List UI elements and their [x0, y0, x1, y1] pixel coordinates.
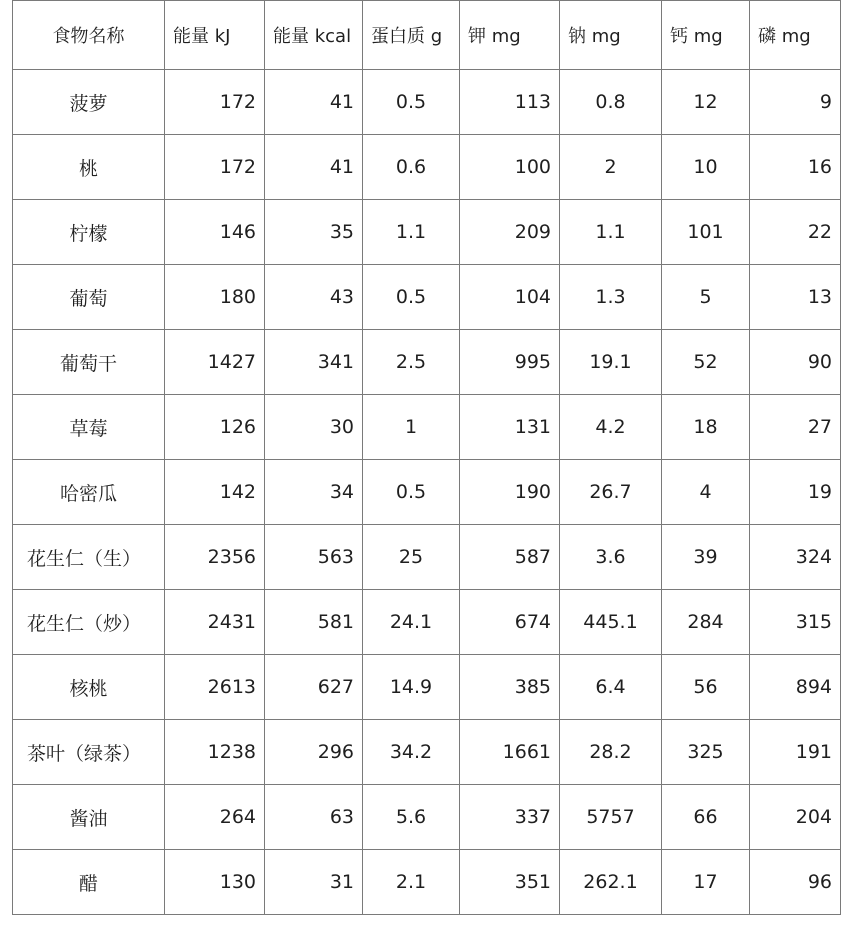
cell-sodium: 4.2	[560, 395, 662, 460]
cell-potassium: 190	[460, 460, 560, 525]
cell-protein: 24.1	[363, 590, 460, 655]
cell-food-name: 茶叶（绿茶）	[13, 720, 165, 785]
cell-protein: 14.9	[363, 655, 460, 720]
cell-sodium: 5757	[560, 785, 662, 850]
cell-phosphorus: 96	[750, 850, 841, 915]
cell-sodium: 3.6	[560, 525, 662, 590]
cell-food-name: 花生仁（炒）	[13, 590, 165, 655]
cell-potassium: 995	[460, 330, 560, 395]
cell-protein: 0.6	[363, 135, 460, 200]
nutrition-table	[12, 0, 841, 915]
cell-phosphorus: 324	[750, 525, 841, 590]
cell-energy-kcal: 31	[265, 850, 363, 915]
cell-protein: 1	[363, 395, 460, 460]
cell-food-name: 核桃	[13, 655, 165, 720]
cell-potassium: 131	[460, 395, 560, 460]
cell-food-name: 桃	[13, 135, 165, 200]
cell-protein: 0.5	[363, 265, 460, 330]
cell-energy-kcal: 41	[265, 135, 363, 200]
cell-food-name: 哈密瓜	[13, 460, 165, 525]
cell-energy-kcal: 581	[265, 590, 363, 655]
cell-food-name: 柠檬	[13, 200, 165, 265]
cell-sodium: 445.1	[560, 590, 662, 655]
cell-phosphorus: 19	[750, 460, 841, 525]
cell-calcium: 18	[662, 395, 750, 460]
table-row	[13, 590, 841, 655]
cell-energy-kcal: 63	[265, 785, 363, 850]
table-row	[13, 70, 841, 135]
cell-calcium: 66	[662, 785, 750, 850]
table-body	[13, 70, 841, 915]
cell-potassium: 385	[460, 655, 560, 720]
cell-energy-kj: 1238	[165, 720, 265, 785]
cell-protein: 34.2	[363, 720, 460, 785]
cell-phosphorus: 894	[750, 655, 841, 720]
cell-energy-kj: 126	[165, 395, 265, 460]
cell-energy-kj: 172	[165, 135, 265, 200]
cell-calcium: 325	[662, 720, 750, 785]
table-row	[13, 265, 841, 330]
cell-energy-kj: 2613	[165, 655, 265, 720]
cell-energy-kcal: 341	[265, 330, 363, 395]
cell-food-name: 菠萝	[13, 70, 165, 135]
cell-sodium: 1.3	[560, 265, 662, 330]
cell-calcium: 12	[662, 70, 750, 135]
cell-potassium: 674	[460, 590, 560, 655]
cell-potassium: 337	[460, 785, 560, 850]
cell-calcium: 101	[662, 200, 750, 265]
cell-protein: 2.1	[363, 850, 460, 915]
cell-calcium: 4	[662, 460, 750, 525]
cell-calcium: 39	[662, 525, 750, 590]
cell-protein: 5.6	[363, 785, 460, 850]
cell-protein: 0.5	[363, 460, 460, 525]
cell-calcium: 56	[662, 655, 750, 720]
cell-phosphorus: 22	[750, 200, 841, 265]
table-row	[13, 525, 841, 590]
cell-calcium: 52	[662, 330, 750, 395]
cell-phosphorus: 191	[750, 720, 841, 785]
cell-sodium: 26.7	[560, 460, 662, 525]
cell-protein: 2.5	[363, 330, 460, 395]
cell-energy-kj: 264	[165, 785, 265, 850]
column-header-food-name: 食物名称	[13, 1, 165, 70]
cell-sodium: 1.1	[560, 200, 662, 265]
cell-sodium: 262.1	[560, 850, 662, 915]
cell-sodium: 28.2	[560, 720, 662, 785]
cell-potassium: 209	[460, 200, 560, 265]
column-header-phosphorus: 磷 mg	[750, 1, 841, 70]
cell-calcium: 10	[662, 135, 750, 200]
cell-phosphorus: 315	[750, 590, 841, 655]
cell-sodium: 2	[560, 135, 662, 200]
cell-energy-kj: 1427	[165, 330, 265, 395]
table-row	[13, 850, 841, 915]
cell-energy-kcal: 30	[265, 395, 363, 460]
cell-energy-kcal: 35	[265, 200, 363, 265]
cell-phosphorus: 27	[750, 395, 841, 460]
cell-energy-kj: 130	[165, 850, 265, 915]
cell-phosphorus: 204	[750, 785, 841, 850]
cell-phosphorus: 9	[750, 70, 841, 135]
table-row	[13, 200, 841, 265]
cell-energy-kj: 2356	[165, 525, 265, 590]
cell-food-name: 花生仁（生）	[13, 525, 165, 590]
cell-protein: 1.1	[363, 200, 460, 265]
cell-calcium: 17	[662, 850, 750, 915]
cell-phosphorus: 13	[750, 265, 841, 330]
column-header-energy-kj: 能量 kJ	[165, 1, 265, 70]
table-header-row	[13, 1, 841, 70]
cell-potassium: 351	[460, 850, 560, 915]
cell-energy-kj: 142	[165, 460, 265, 525]
table-row	[13, 330, 841, 395]
cell-sodium: 6.4	[560, 655, 662, 720]
column-header-sodium: 钠 mg	[560, 1, 662, 70]
cell-energy-kcal: 41	[265, 70, 363, 135]
cell-potassium: 1661	[460, 720, 560, 785]
cell-phosphorus: 16	[750, 135, 841, 200]
cell-energy-kj: 180	[165, 265, 265, 330]
cell-protein: 0.5	[363, 70, 460, 135]
cell-potassium: 104	[460, 265, 560, 330]
table-row	[13, 720, 841, 785]
table-row	[13, 785, 841, 850]
column-header-energy-kcal: 能量 kcal	[265, 1, 363, 70]
column-header-protein: 蛋白质 g	[363, 1, 460, 70]
cell-energy-kcal: 43	[265, 265, 363, 330]
cell-energy-kj: 172	[165, 70, 265, 135]
table-row	[13, 395, 841, 460]
cell-food-name: 草莓	[13, 395, 165, 460]
cell-calcium: 284	[662, 590, 750, 655]
table-row	[13, 460, 841, 525]
cell-food-name: 葡萄干	[13, 330, 165, 395]
nutrition-table-container	[12, 0, 841, 915]
cell-energy-kcal: 627	[265, 655, 363, 720]
cell-energy-kj: 2431	[165, 590, 265, 655]
cell-sodium: 19.1	[560, 330, 662, 395]
cell-protein: 25	[363, 525, 460, 590]
cell-food-name: 葡萄	[13, 265, 165, 330]
cell-phosphorus: 90	[750, 330, 841, 395]
table-row	[13, 135, 841, 200]
cell-energy-kcal: 34	[265, 460, 363, 525]
column-header-calcium: 钙 mg	[662, 1, 750, 70]
cell-potassium: 587	[460, 525, 560, 590]
cell-energy-kcal: 296	[265, 720, 363, 785]
cell-potassium: 100	[460, 135, 560, 200]
cell-food-name: 醋	[13, 850, 165, 915]
table-row	[13, 655, 841, 720]
cell-food-name: 酱油	[13, 785, 165, 850]
cell-sodium: 0.8	[560, 70, 662, 135]
cell-calcium: 5	[662, 265, 750, 330]
cell-energy-kcal: 563	[265, 525, 363, 590]
cell-potassium: 113	[460, 70, 560, 135]
column-header-potassium: 钾 mg	[460, 1, 560, 70]
cell-energy-kj: 146	[165, 200, 265, 265]
